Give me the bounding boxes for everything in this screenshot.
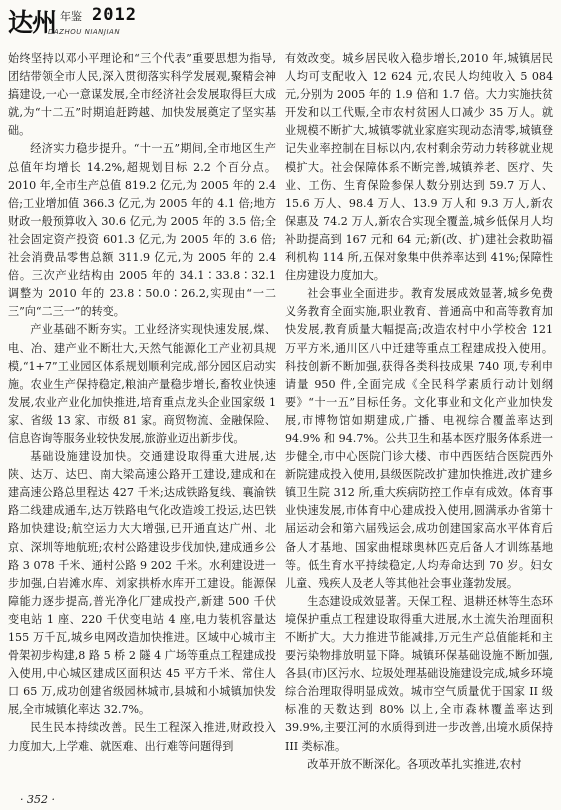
- paragraph-intro-continued: 始终坚持以邓小平理论和“三个代表”重要思想为指导,团结带领全市人民,深入贯彻落实科学发展观,聚精会神搞建设,一心一意谋发展,全市经济社会发展取得巨大成就,为“十二五”时期追赶跨越、加快发展奠定了坚实基础。: [8, 52, 276, 138]
- paragraph-reform: 改革开放不断深化。各项改革扎实推进,农村: [307, 757, 522, 771]
- yearbook-pinyin: DAZHOU NIANJIAN: [48, 28, 121, 36]
- yearbook-subtitle: 年鉴: [60, 10, 82, 23]
- paragraph-economic-strength: 经济实力稳步提升。“十一五”期间,全市地区生产总值年均增长 14.2%,超规划目标 2.2 个百分点。2010 年,全市生产总值 819.2 亿元,为 2005 年的 2.4 倍;工业增加值 366.3 亿元,为 2005 年的 4.1 倍;地方财政一般预算收入 30.6 亿元,为 2005 年的 3.5 倍;全社会固定资产投资 601.3 亿元,为 2005 年的 3.6 倍;社会消费品零售总额 311.9 亿元,为 2005 年的 2.4 倍。三次产业结构由 2005 年的 34.1∶33.8∶32.1 调整为 2010 年的 23.8∶50.0∶26.2,实现由“一二三”向“二三一”的转变。: [8, 142, 276, 319]
- yearbook-title: 达州: [8, 8, 57, 37]
- paragraph-industrial-base: 产业基础不断夯实。工业经济实现快速发展,煤、电、冶、建产业不断壮大,天然气能源化工产业初具规模,“1+7”工业园区体系规划顺利完成,部分园区启动实施。农业生产保持稳定,粮油产量稳步增长,畜牧业快速发展,农业产业化加快推进,培育重点龙头企业国家级 1 家、省级 13 家、市级 81 家。商贸物流、金融保险、信息咨询等服务业较快发展,旅游业迈出新步伐。: [8, 323, 276, 445]
- paragraph-social-progress: 社会事业全面进步。教育发展成效显著,城乡免费义务教育全面实施,职业教育、普通高中和高等教育加快发展,教育质量大幅提高;改造农村中小学校舍 121 万平方米,通川区八中迁建等重点工程建成投入使用。科技创新不断加强,获得各类科技成果 740 项,专利申请量 950 件,全面完成《全民科学素质行动计划纲要》“十一五”目标任务。文化事业和文化产业加快发展,市博物馆如期建成,广播、电视综合覆盖率达到 94.9% 和 94.7%。公共卫生和基本医疗服务体系进一步健全,市中心医院门诊大楼、市中西医结合医院西外新院建成投入使用,县级医院改扩建加快推进,改扩建乡镇卫生院 312 所,重大疾病防控工作卓有成效。体育事业快速发展,市体育中心建成投入使用,圆满承办省第十届运动会和第六届残运会,成功创建国家高水平体育后备人才基地、国家曲棍球奥林匹克后备人才训练基地等。低生育水平持续稳定,人均寿命达到 70 岁。妇女儿童、残疾人及老人等其他社会事业蓬勃发展。: [285, 287, 553, 590]
- page-number: · 352 ·: [20, 793, 55, 806]
- right-column: [285, 50, 553, 774]
- yearbook-year: 2012: [92, 5, 137, 25]
- paragraph-livelihood: 民生民本持续改善。民生工程深入推进,财政投入力度加大,上学难、就医难、出行难等问题得到: [8, 721, 276, 753]
- paragraph-livelihood-continued: 有效改变。城乡居民收入稳步增长,2010 年,城镇居民人均可支配收入 12 624 元,农民人均纯收入 5 084 元,分别为 2005 年的 1.9 倍和 1.7 倍。大力实施扶贫开发和以工代赈,全市农村贫困人口减少 35 万人。就业规模不断扩大,城镇零就业家庭实现动态清零,城镇登记失业率控制在目标以内,农村剩余劳动力转移就业规模扩大。社会保障体系不断完善,城镇养老、医疗、失业、工伤、生育保险参保人数分别达到 59.7 万人、15.6 万人、98.4 万人、13.9 万人和 9.3 万人,新农保惠及 74.2 万人,新农合实现全覆盖,城乡低保月人均补助提高到 167 元和 64 元;新(改、扩)建社会救助福利机构 114 所,五保对象集中供养率达到 41%;保障性住房建设力度加大。: [285, 52, 553, 283]
- paragraph-ecology: 生态建设成效显著。天保工程、退耕还林等生态环境保护重点工程建设取得重大进展,水土流失治理面积不断扩大。大力推进节能减排,万元生产总值能耗和主要污染物排放明显下降。城镇环保基础设施不断加强,各县(市)区污水、垃圾处理基础设施建设完成,城乡环境综合治理取得明显成效。城市空气质量优于国家 II 级标准的天数达到 80% 以上,全市森林覆盖率达到 39.9%,主要江河的水质得到进一步改善,出境水质保持 III 类标准。: [285, 594, 553, 753]
- paragraph-infrastructure: 基础设施建设加快。交通建设取得重大进展,达陕、达万、达巴、南大梁高速公路开工建设,建成和在建高速公路总里程达 427 千米;达成铁路复线、襄渝铁路二线建成通车,达万铁路电气化改造竣工投运,达巴铁路加快建设;航空运力大大增强,已开通直达广州、北京、深圳等地航班;农村公路建设步伐加快,建成通乡公路 3 078 千米、通村公路 9 202 千米。水利建设进一步加强,白岩滩水库、刘家拱桥水库开工建设。能源保障能力逐步提高,普光净化厂建成投产,新建 500 千伏变电站 1 座、220 千伏变电站 4 座,电力装机容量达 155 万千瓦,城乡电网改造加快推进。区域中心城市主骨架初步构建,8 路 5 桥 2 隧 4 广场等重点工程建成投入使用,中心城区建成区面积达 45 平方千米、常住人口 65 万,成功创建省级园林城市,县城和小城镇加快发展,全市城镇化率达 32.7%。: [8, 450, 276, 717]
- left-column: [8, 50, 276, 756]
- running-header: [8, 3, 553, 39]
